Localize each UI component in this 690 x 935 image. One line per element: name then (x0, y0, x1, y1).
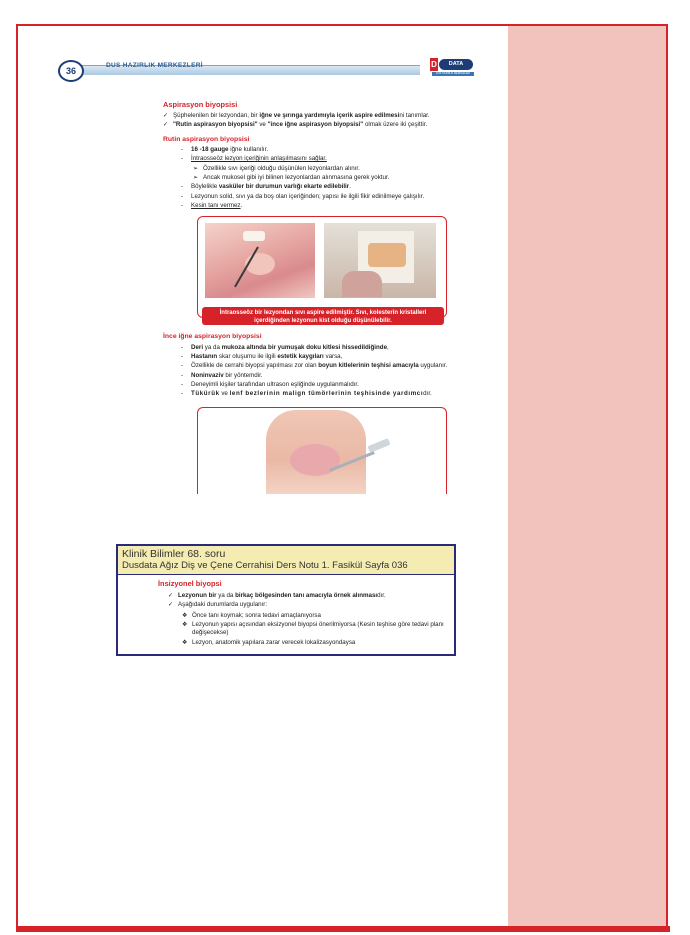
list-item: ❖ Lezyon, anatomik yapılara zarar verecek lokalizasyondaysa (182, 638, 356, 646)
document-page (18, 26, 508, 928)
dash-icon: - (181, 155, 184, 163)
list-item: ➢ Özellikle sıvı içeriği olduğu düşünülen lezyonlardan alınır. (193, 164, 360, 172)
header-title: DUS HAZIRLIK MERKEZLERİ (106, 62, 203, 69)
syringe-illustration (367, 438, 390, 453)
page-number: 36 (58, 60, 84, 82)
list-item: ➢ Ancak mukosel gibi iyi bilinen lezyonlardan alınmasına gerek yoktur. (193, 173, 390, 181)
list-item: - Hastanın skar oluşumu ile ilgili estetik kaygıları varsa, (181, 352, 343, 360)
section-title-incisional: İnsizyonel biyopsi (158, 579, 222, 588)
list-item: - Lezyonun solid, sıvı ya da boş olan içeriğinden; yapısı ile ilgili fikir edinilmeye çalışılır. (181, 192, 425, 200)
dash-icon: - (181, 352, 184, 360)
check-icon: ✓ (163, 111, 169, 119)
diamond-bullet-icon: ❖ (182, 611, 188, 619)
logo-tagline: DUS HAZIRLIK MERKEZLERİ (432, 72, 474, 76)
aspirate-gauze-photo (324, 223, 436, 298)
check-icon: ✓ (168, 601, 174, 609)
dash-icon: - (181, 381, 184, 388)
list-item: ❖ Önce tanı koymak; sonra tedavi amaçlanıyorsa (182, 611, 321, 619)
dash-icon: - (181, 183, 184, 191)
question-reference-box (116, 544, 456, 656)
oral-lesion-photo (205, 223, 315, 298)
neck-fna-figure (197, 407, 447, 494)
logo-mark: D (431, 60, 437, 69)
dash-icon: - (181, 202, 184, 210)
right-margin-panel (508, 26, 668, 928)
list-item: - Deneyimli kişiler tarafından ultrason eşliğinde uygulanmalıdır. (181, 381, 359, 388)
list-item: - İntraosseöz lezyon içeriğinin anlaşılmasını sağlar. (181, 155, 327, 163)
list-item: ✓ Aşağıdaki durumlarda uygulanır: (168, 601, 268, 609)
dusdata-logo (430, 58, 476, 80)
list-item: ✓ Şüphelenilen bir lezyondan, bir iğne ve şırınga yardımıyla içerik aspire edilmesini tanımlar. (163, 111, 430, 119)
aspiration-figure (197, 216, 447, 325)
arrow-icon: ➢ (193, 173, 199, 181)
diamond-bullet-icon: ❖ (182, 621, 188, 629)
figure-caption: İntraosseöz bir lezyondan sıvı aspire edilmiştir. Sıvı, kolesterin kristalleri içerdiğinden lezyonun kist olduğu düşünülebilir. (202, 307, 444, 325)
dash-icon: - (181, 343, 184, 351)
dash-icon: - (181, 390, 184, 398)
list-item: - Deri ya da mukoza altında bir yumuşak doku kitlesi hissedildiğinde, (181, 343, 389, 351)
list-item: ✓ Lezyonun bir ya da birkaç bölgesinden tanı amacıyla örnek alınmasıdır. (168, 591, 386, 599)
list-item: - Tükürük ve lenf bezlerinin malign tümörlerinin teşhisinde yardımcıdır. (181, 390, 432, 398)
arrow-icon: ➢ (193, 164, 199, 172)
section-title-aspiration: Aspirasyon biyopsisi (163, 100, 238, 109)
reference-header (118, 546, 454, 575)
bottom-red-bar (16, 926, 670, 932)
check-icon: ✓ (168, 591, 174, 599)
dash-icon: - (181, 192, 184, 200)
reference-source: Dusdata Ağız Diş ve Çene Cerrahisi Ders Notu 1. Fasikül Sayfa 036 (122, 560, 408, 571)
check-icon: ✓ (163, 121, 169, 129)
diamond-bullet-icon: ❖ (182, 638, 188, 646)
list-item: - Böylelikle vasküler bir durumun varlığı ekarte edilebilir. (181, 183, 351, 191)
reference-body (146, 576, 446, 648)
list-item: - Özellikle de cerrahi biyopsi yapılması zor olan boyun kitlelerinin teşhisi amacıyla uygulanır. (181, 362, 448, 370)
reference-question: Klinik Bilimler 68. soru (122, 548, 226, 560)
main-content (163, 96, 455, 494)
logo-name: DATA (439, 59, 473, 70)
list-item: - Kesin tanı vermez. (181, 202, 243, 210)
list-item: - Noninvaziv bir yöntemdir. (181, 371, 263, 379)
dash-icon: - (181, 362, 184, 370)
page-frame (16, 24, 668, 930)
section-title-routine: Rutin aspirasyon biyopsisi (163, 135, 250, 143)
section-title-fine-needle: İnce iğne aspirasyon biyopsisi (163, 333, 262, 341)
list-item: ❖ Lezyonun yapısı açısından eksizyonel biyopsi önerilmiyorsa (Kesin teşhise göre tedavi planı değişecekse) (182, 621, 444, 637)
list-item: - 16 -18 gauge iğne kullanılır. (181, 145, 269, 153)
page-header (58, 60, 498, 80)
dash-icon: - (181, 145, 184, 153)
dash-icon: - (181, 371, 184, 379)
list-item: ✓ "Rutin aspirasyon biyopsisi" ve "ince iğne aspirasyon biyopsisi" olmak üzere iki çeşittir. (163, 121, 428, 129)
